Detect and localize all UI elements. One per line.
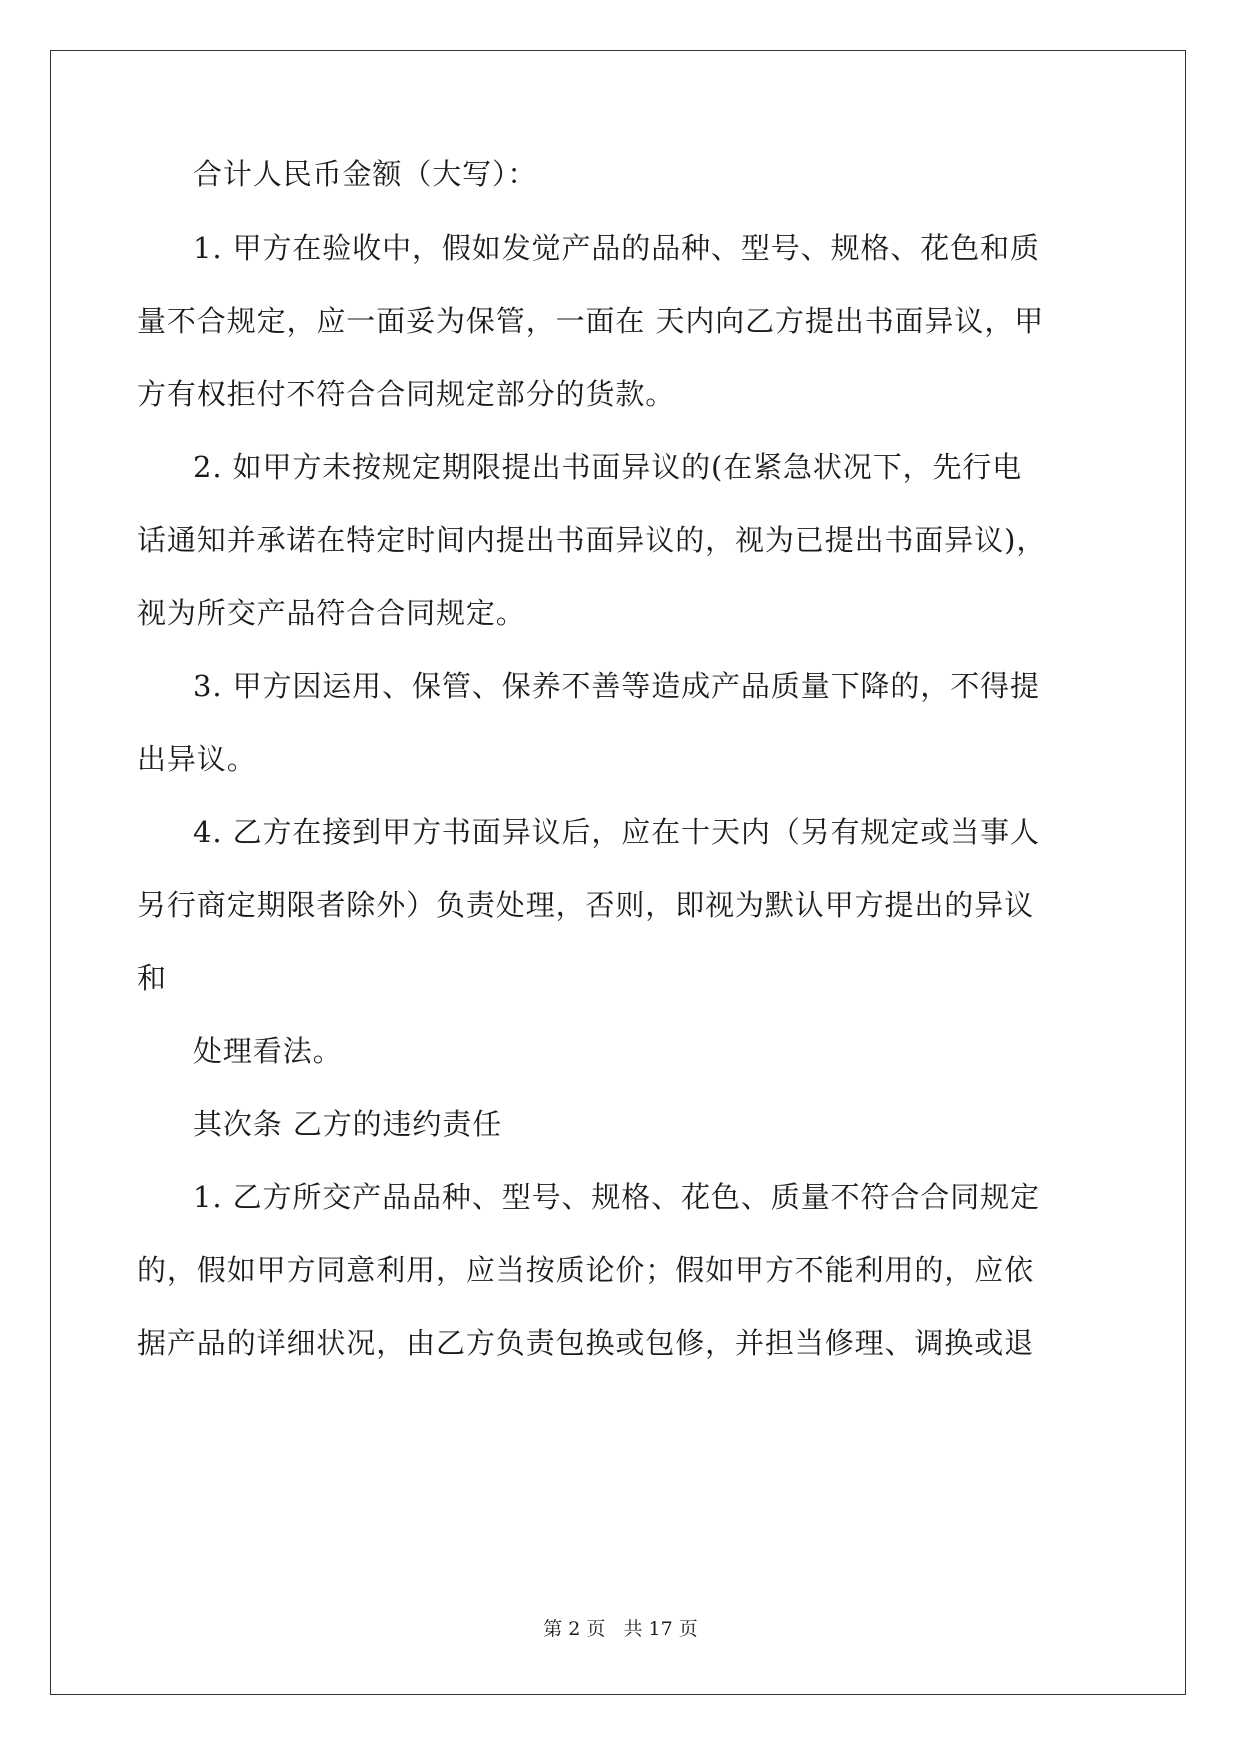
- text-line: 量不合规定，应一面妥为保管，一面在 天内向乙方提出书面异议，甲: [137, 304, 1045, 338]
- text-line: 的，假如甲方同意利用，应当按质论价；假如甲方不能利用的，应依: [137, 1253, 1035, 1287]
- text-line: 1. 甲方在验收中，假如发觉产品的品种、型号、规格、花色和质: [193, 231, 1040, 265]
- text-line: 另行商定期限者除外）负责处理，否则，即视为默认甲方提出的异议: [137, 888, 1035, 922]
- text-line: 4. 乙方在接到甲方书面异议后，应在十天内（另有规定或当事人: [193, 815, 1040, 849]
- page-number-footer: 第 2 页 共 17 页: [543, 1618, 698, 1640]
- text-line: 处理看法。: [193, 1034, 343, 1068]
- text-line: 视为所交产品符合合同规定。: [137, 596, 526, 630]
- text-line: 3. 甲方因运用、保管、保养不善等造成产品质量下降的，不得提: [193, 669, 1040, 703]
- page-border: [50, 50, 1186, 1695]
- text-line: 话通知并承诺在特定时间内提出书面异议的，视为已提出书面异议)，: [137, 523, 1047, 557]
- text-line: 其次条 乙方的违约责任: [193, 1107, 503, 1141]
- text-line: 方有权拒付不符合合同规定部分的货款。: [137, 377, 676, 411]
- text-line: 1. 乙方所交产品品种、型号、规格、花色、质量不符合合同规定: [193, 1180, 1040, 1214]
- text-line: 出异议。: [137, 742, 257, 776]
- text-line: 2. 如甲方未按规定期限提出书面异议的(在紧急状况下，先行电: [193, 450, 1023, 484]
- text-line: 据产品的详细状况，由乙方负责包换或包修，并担当修理、调换或退: [137, 1326, 1035, 1360]
- text-line: 和: [137, 961, 167, 995]
- text-line: 合计人民币金额（大写）：: [193, 157, 538, 191]
